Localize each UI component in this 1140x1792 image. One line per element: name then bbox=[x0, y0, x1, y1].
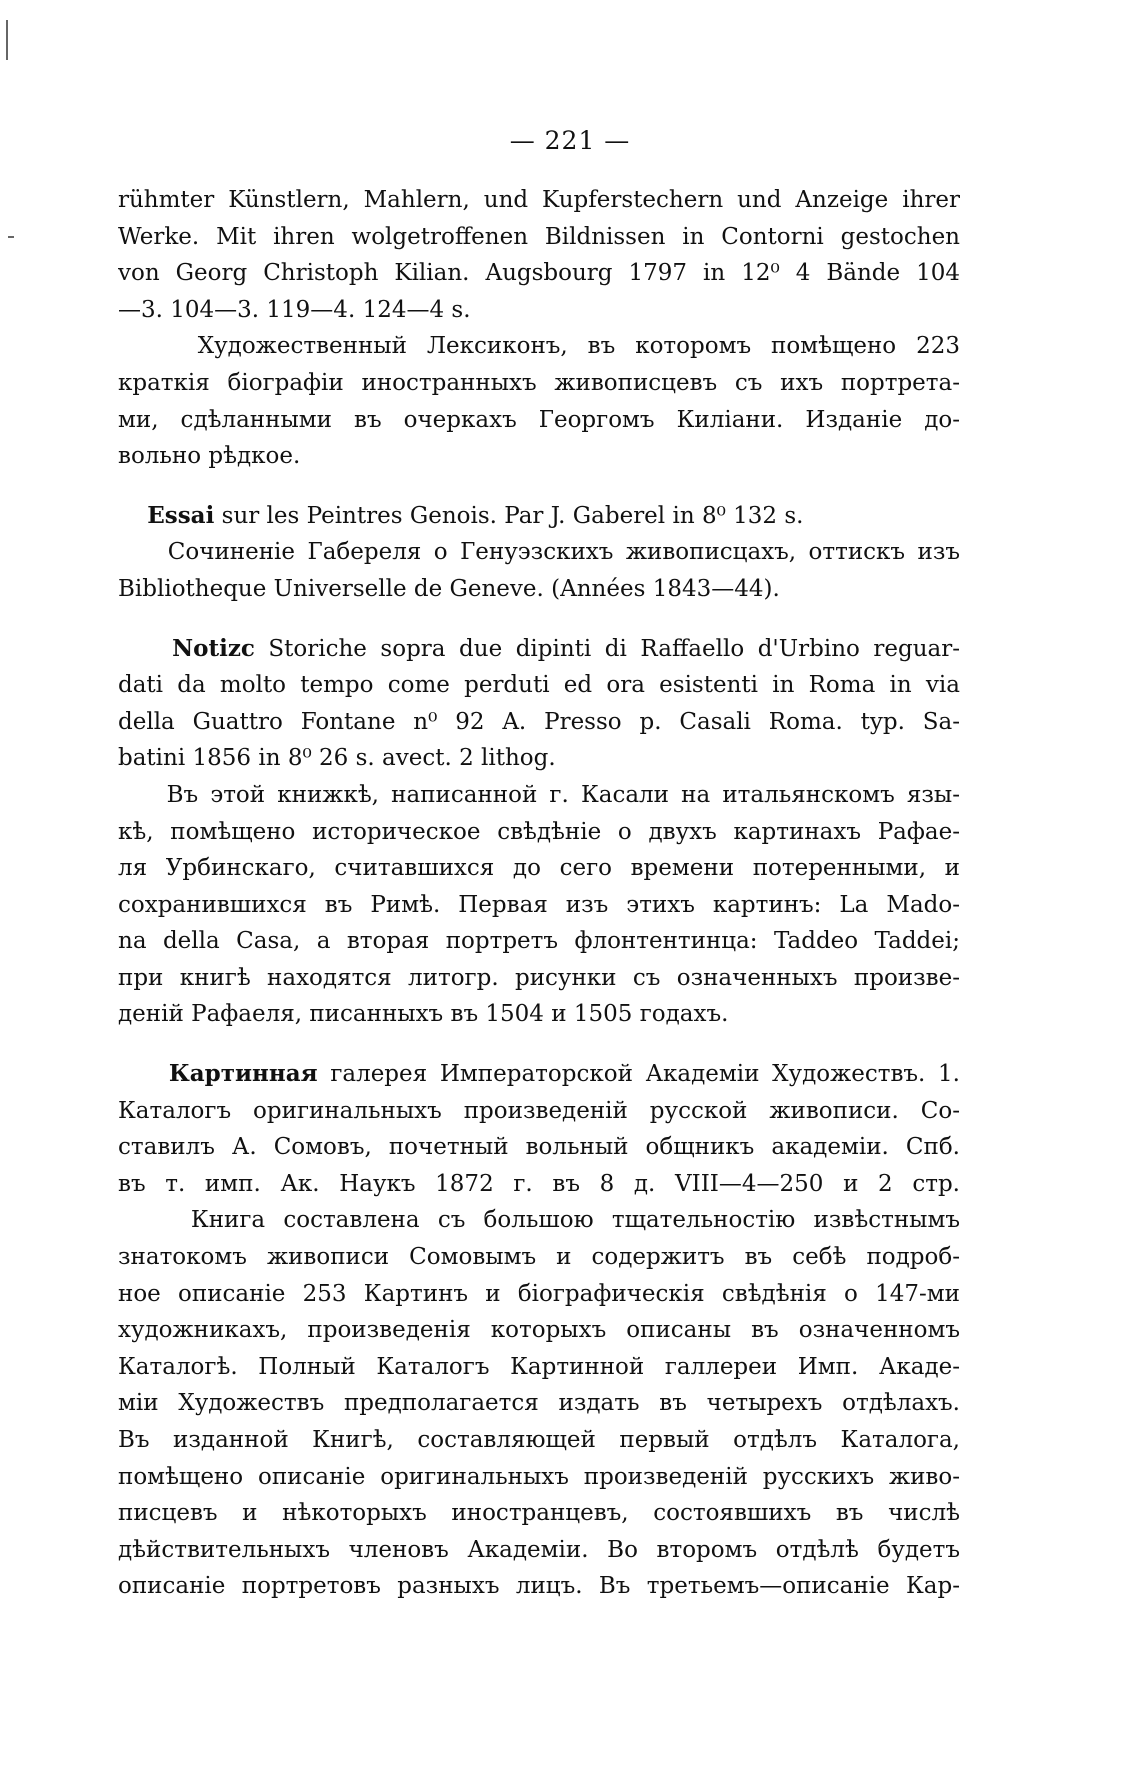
text-line bbox=[118, 777, 960, 814]
text-line bbox=[118, 814, 960, 851]
page-number: — 221 — bbox=[509, 126, 631, 155]
line-text: Werke. Mit ihren wolgetroffenen Bildnissen in Contorni gestochen bbox=[118, 223, 960, 250]
text-line bbox=[118, 740, 960, 777]
line-text: batini 1856 in 8⁰ 26 s. avect. 2 lithog. bbox=[118, 745, 556, 772]
line-text: Storiche sopra due dipinti di Raffaello d'Urbino reguar- bbox=[254, 635, 960, 662]
text-line bbox=[118, 571, 960, 608]
line-text: dati da molto tempo come perduti ed ora esistenti in Roma in via bbox=[118, 672, 960, 699]
text-line bbox=[118, 1532, 960, 1569]
line-text: Художественный Лексиконъ, въ которомъ помѣщено 223 bbox=[197, 333, 960, 360]
text-line bbox=[118, 1129, 960, 1166]
text-line bbox=[118, 1495, 960, 1532]
scan-mark bbox=[8, 236, 14, 238]
text-line bbox=[118, 498, 960, 535]
line-text: rühmter Künstlern, Mahlern, und Kupferstechern und Anzeige ihrer bbox=[118, 187, 960, 213]
line-text: галерея Императорской Академіи Художествъ. 1. bbox=[317, 1061, 960, 1088]
line-text: Сочиненіе Габереля о Генуэзскихъ живописцахъ, оттискъ изъ bbox=[167, 539, 960, 566]
text-line bbox=[118, 402, 960, 439]
text-line bbox=[118, 255, 960, 292]
line-text: Каталогъ оригинальныхъ произведеній русской живописи. Со- bbox=[118, 1097, 960, 1124]
text-line bbox=[118, 182, 960, 219]
line-text: ставилъ А. Сомовъ, почетный вольный общникъ академіи. Спб. bbox=[118, 1134, 960, 1161]
line-text: ля Урбинскаго, считавшихся до сего времени потеренными, и bbox=[118, 855, 960, 882]
line-text: помѣщено описаніе оригинальныхъ произведеній русскихъ живо- bbox=[118, 1463, 960, 1490]
text-line bbox=[118, 1093, 960, 1130]
text-line bbox=[118, 1385, 960, 1422]
text-line bbox=[118, 1459, 960, 1496]
line-text: Въ этой книжкѣ, написанной г. Касали на итальянскомъ язы- bbox=[166, 781, 960, 808]
line-text: ное описаніе 253 Картинъ и біографическія свѣдѣнія о 147-ми bbox=[118, 1280, 960, 1307]
line-text: Каталогѣ. Полный Каталогъ Картинной галлереи Имп. Акаде- bbox=[118, 1353, 960, 1380]
line-text: della Guattro Fontane n⁰ 92 A. Presso p. Casali Roma. typ. Sa- bbox=[118, 708, 960, 735]
line-text: краткія біографіи иностранныхъ живописцевъ съ ихъ портрета- bbox=[118, 369, 960, 396]
line-text: писцевъ и нѣкоторыхъ иностранцевъ, состоявшихъ въ числѣ bbox=[118, 1500, 960, 1527]
text-line bbox=[118, 996, 960, 1033]
text-line bbox=[118, 923, 960, 960]
line-text: ми, сдѣланными въ очеркахъ Георгомъ Киліани. Изданіе до- bbox=[118, 406, 960, 433]
line-text: описаніе портретовъ разныхъ лицъ. Въ третьемъ—описаніе Кар- bbox=[118, 1573, 960, 1600]
text-line bbox=[118, 1568, 960, 1605]
text-line bbox=[118, 328, 960, 365]
entry-keyword: Essai bbox=[147, 501, 215, 529]
line-text: знатокомъ живописи Сомовымъ и содержитъ въ себѣ подроб- bbox=[118, 1244, 960, 1271]
text-line bbox=[118, 631, 960, 668]
line-text: міи Художествъ предполагается издать въ четырехъ отдѣлахъ. bbox=[118, 1390, 960, 1417]
line-indent bbox=[118, 782, 167, 808]
text-line bbox=[118, 1312, 960, 1349]
line-text: деній Рафаеля, писанныхъ въ 1504 и 1505 годахъ. bbox=[118, 1001, 729, 1028]
line-text: von Georg Christoph Kilian. Augsbourg 1797 in 12⁰ 4 Bände 104 bbox=[118, 260, 960, 287]
text-line bbox=[118, 219, 960, 256]
line-indent bbox=[118, 503, 147, 529]
text-line bbox=[118, 667, 960, 704]
line-text: кѣ, помѣщено историческое свѣдѣніе о двухъ картинахъ Рафае- bbox=[118, 818, 960, 845]
text-line bbox=[118, 292, 960, 329]
text-line bbox=[118, 960, 960, 997]
line-indent bbox=[118, 333, 198, 359]
line-text: въ т. имп. Ак. Наукъ 1872 г. въ 8 д. VIII—4—250 и 2 стр. bbox=[118, 1170, 960, 1197]
entry-keyword: Notizc bbox=[172, 634, 255, 662]
text-line bbox=[118, 438, 960, 475]
line-text: na della Casa, а вторая портретъ флонтентинца: Taddeo Taddei; bbox=[118, 928, 960, 955]
body-text bbox=[118, 182, 960, 1605]
text-line bbox=[118, 1239, 960, 1276]
line-text: художникахъ, произведенія которыхъ описаны въ означенномъ bbox=[118, 1317, 960, 1344]
line-text: сохранившихся въ Римѣ. Первая изъ этихъ картинъ: La Mado- bbox=[118, 891, 960, 918]
text-line bbox=[118, 1056, 960, 1093]
line-text: Bibliotheque Universelle de Geneve. (Années 1843—44). bbox=[118, 575, 780, 602]
text-line bbox=[118, 1276, 960, 1313]
text-line bbox=[118, 1349, 960, 1386]
text-line bbox=[118, 850, 960, 887]
text-line bbox=[118, 1202, 960, 1239]
scan-mark bbox=[6, 20, 8, 60]
line-text: при книгѣ находятся литогр. рисунки съ означенныхъ произве- bbox=[118, 964, 960, 991]
line-indent bbox=[118, 636, 172, 662]
text-line bbox=[118, 365, 960, 402]
entry-keyword: Картинная bbox=[168, 1060, 318, 1088]
text-line bbox=[118, 534, 960, 571]
line-indent bbox=[118, 1207, 191, 1233]
line-text: дѣйствительныхъ членовъ Академіи. Во второмъ отдѣлѣ будетъ bbox=[118, 1536, 960, 1563]
line-text: Книга составлена съ большою тщательностію извѣстнымъ bbox=[190, 1207, 960, 1234]
text-line bbox=[118, 887, 960, 924]
line-text: вольно рѣдкое. bbox=[118, 443, 301, 470]
text-line bbox=[118, 1166, 960, 1203]
line-indent bbox=[118, 1061, 169, 1087]
text-line bbox=[118, 704, 960, 741]
line-text: sur les Peintres Genois. Par J. Gaberel in 8⁰ 132 s. bbox=[214, 502, 804, 529]
line-text: Въ изданной Книгѣ, составляющей первый отдѣлъ Каталога, bbox=[118, 1427, 960, 1453]
line-text: —3. 104—3. 119—4. 124—4 s. bbox=[118, 296, 471, 323]
line-indent bbox=[118, 539, 168, 565]
text-line bbox=[118, 1422, 960, 1459]
